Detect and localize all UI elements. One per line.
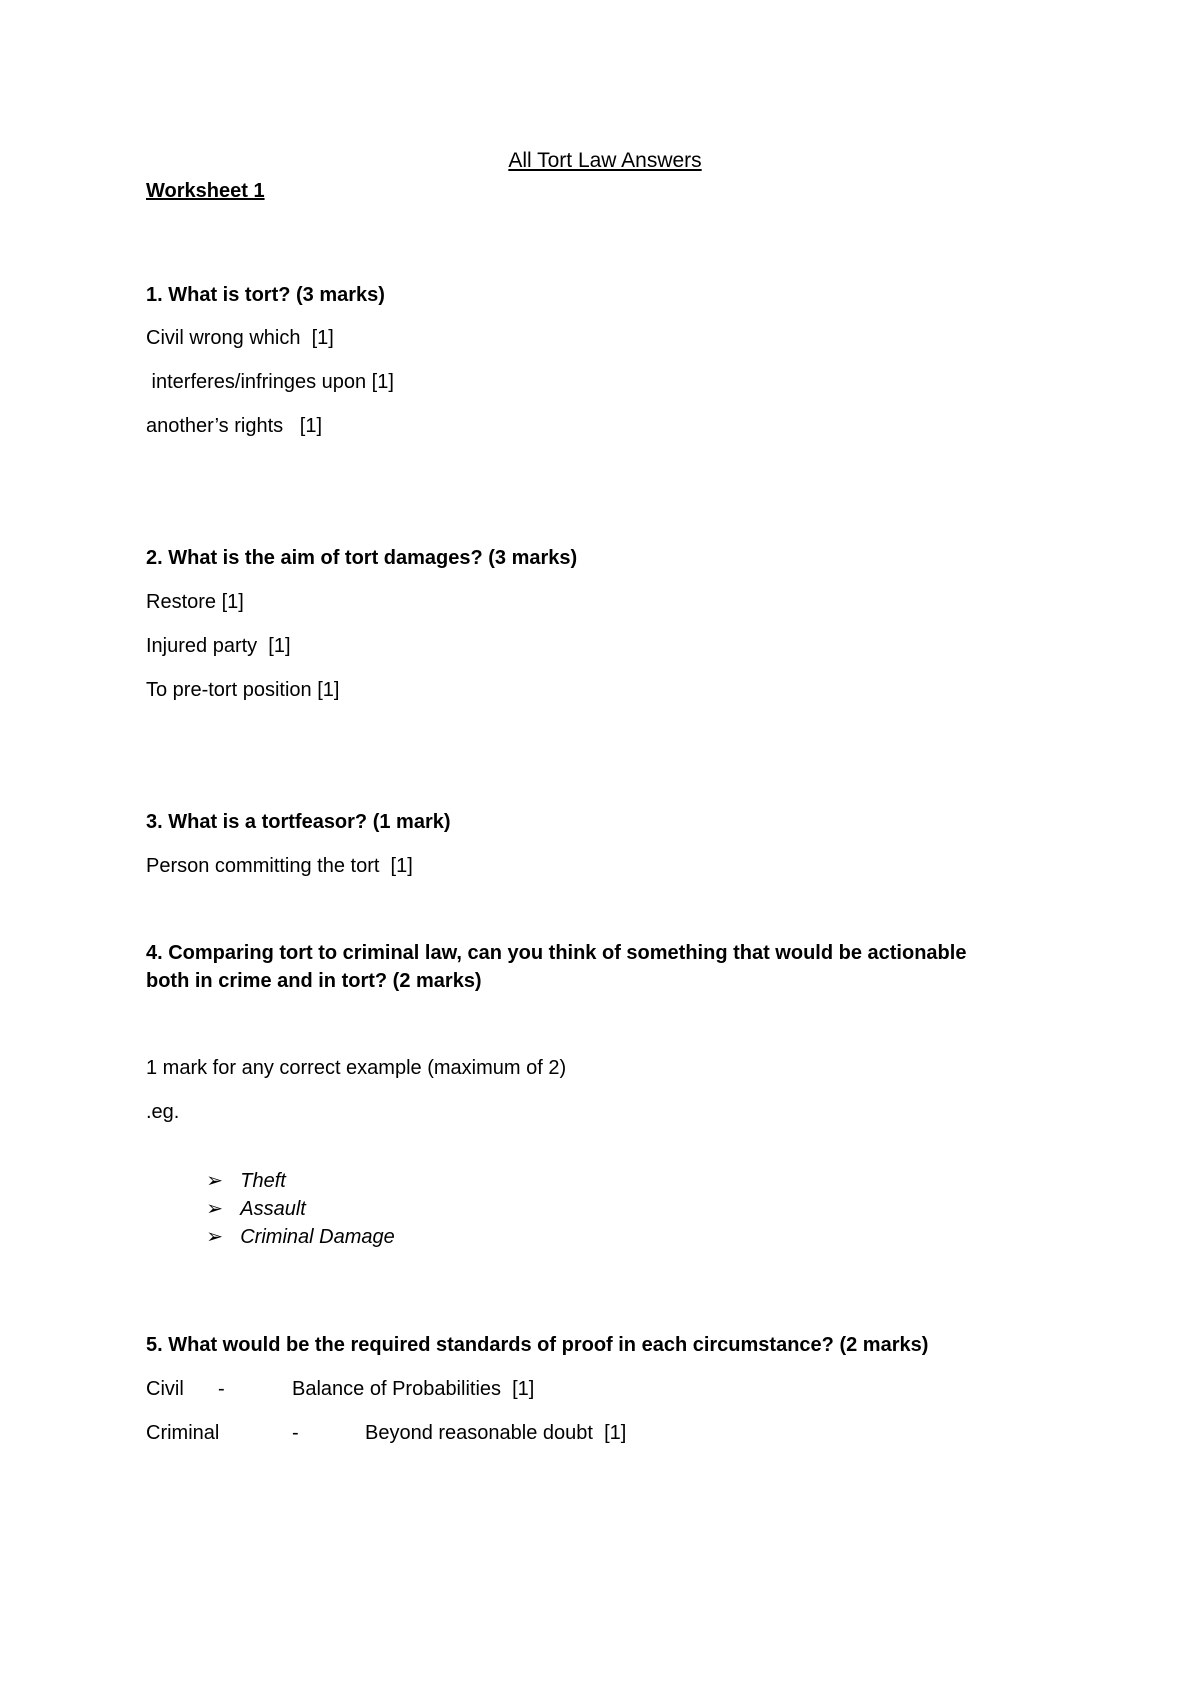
question-1-answer-3: another’s rights [1]: [146, 415, 323, 437]
arrow-bullet-icon: ➢: [206, 1226, 223, 1248]
question-2-answer-2: Injured party [1]: [146, 635, 291, 657]
question-3-heading: 3. What is a tortfeasor? (1 mark): [146, 811, 451, 833]
proof-row-criminal-dash: -: [292, 1422, 299, 1444]
proof-row-civil-value: Balance of Probabilities [1]: [292, 1378, 535, 1400]
question-4-answer-2: .eg.: [146, 1101, 180, 1123]
question-1-answer-1: Civil wrong which [1]: [146, 327, 334, 349]
question-4-heading-line-2: both in crime and in tort? (2 marks): [146, 970, 482, 992]
question-4-heading-line-1: 4. Comparing tort to criminal law, can you think of something that would be actionable: [146, 942, 967, 964]
worksheet-heading: Worksheet 1: [146, 180, 265, 202]
proof-row-civil-label: Civil: [146, 1378, 184, 1400]
proof-row-civil-dash: -: [218, 1378, 225, 1400]
proof-row-criminal-label: Criminal: [146, 1422, 220, 1444]
question-5-heading: 5. What would be the required standards of proof in each circumstance? (2 marks): [146, 1334, 929, 1356]
bullet-text: Assault: [240, 1198, 306, 1220]
bullet-text: Criminal Damage: [240, 1226, 395, 1248]
proof-row-criminal-value: Beyond reasonable doubt [1]: [365, 1422, 627, 1444]
arrow-bullet-icon: ➢: [206, 1170, 223, 1192]
question-2-heading: 2. What is the aim of tort damages? (3 marks): [146, 547, 578, 569]
question-3-answer-1: Person committing the tort [1]: [146, 855, 413, 877]
question-4-answer-1: 1 mark for any correct example (maximum of 2): [146, 1057, 567, 1079]
bullet-text: Theft: [240, 1170, 286, 1192]
document-title: All Tort Law Answers: [508, 149, 702, 172]
question-1-heading: 1. What is tort? (3 marks): [146, 284, 385, 306]
arrow-bullet-icon: ➢: [206, 1198, 223, 1220]
list-item: [184, 1198, 395, 1276]
question-2-answer-3: To pre-tort position [1]: [146, 679, 340, 701]
question-1-answer-2: interferes/infringes upon [1]: [146, 371, 394, 393]
question-2-answer-1: Restore [1]: [146, 591, 244, 613]
